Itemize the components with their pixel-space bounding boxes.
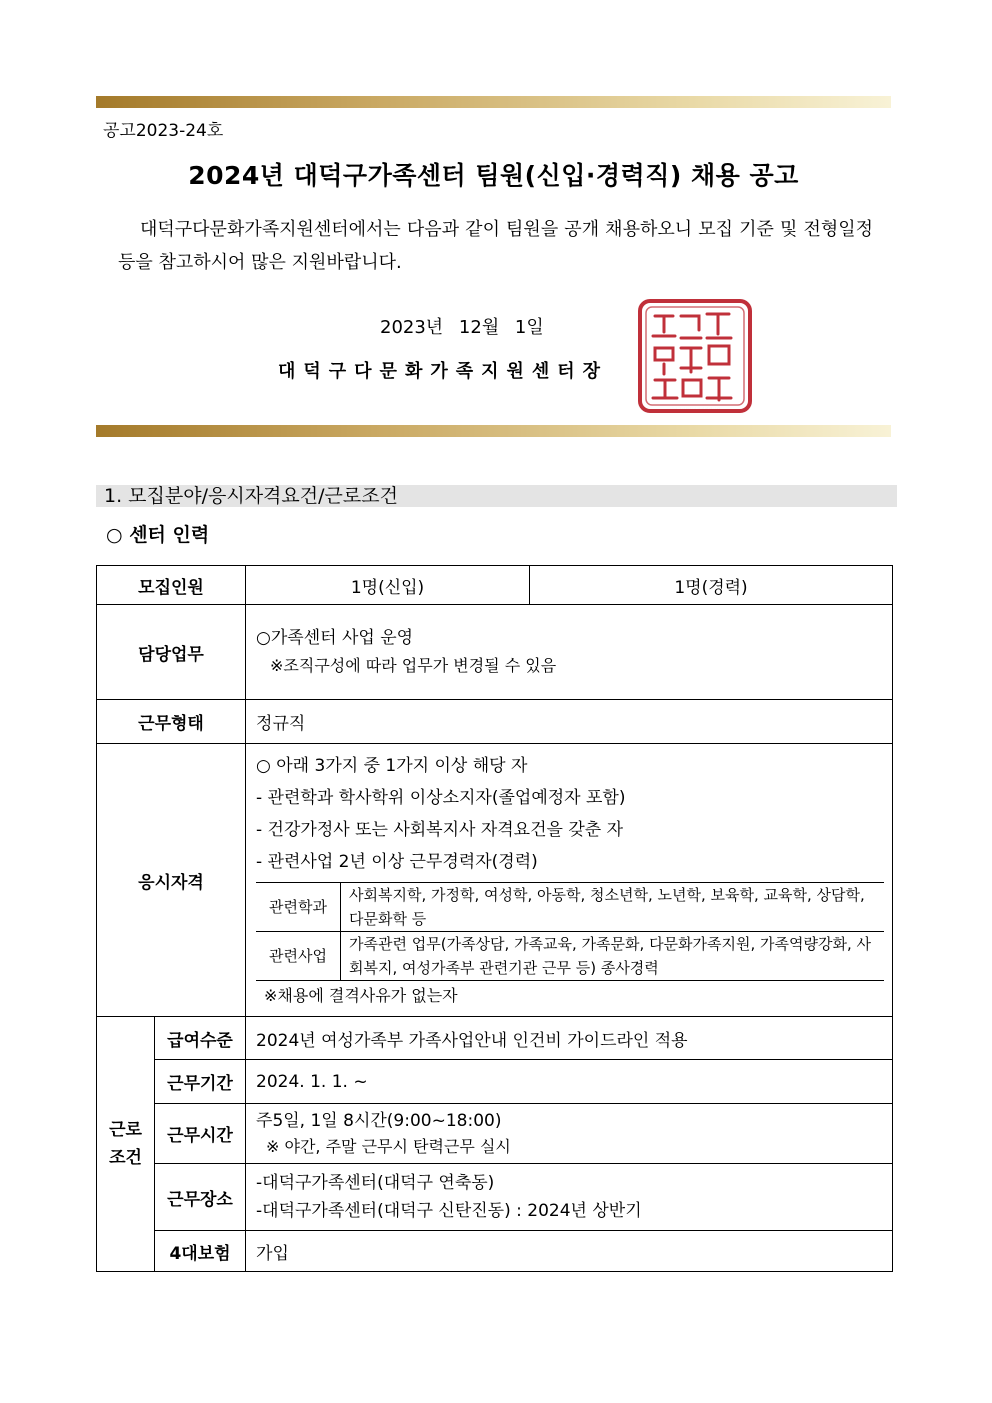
qual-cell xyxy=(246,744,893,1017)
qual-line: - 관련학과 학사학위 이상소지자(졸업예정자 포함) xyxy=(256,787,626,808)
duty-note: ※조직구성에 따라 업무가 변경될 수 있음 xyxy=(270,656,557,675)
table-row xyxy=(97,1017,893,1060)
recruit-label: 모집인원 xyxy=(97,566,246,605)
related-major-value: 사회복지학, 가정학, 여성학, 아동학, 청소년학, 노년학, 보육학, 교육학, 상담학, 다문화학 등 xyxy=(341,882,885,931)
sub-heading: ○ 센터 인력 xyxy=(106,524,210,546)
table-row xyxy=(97,1060,893,1104)
table-row xyxy=(97,605,893,700)
recruit-exp: 1명(경력) xyxy=(530,566,893,605)
period-value: 2024. 1. 1. ~ xyxy=(246,1060,893,1104)
hours-cell xyxy=(246,1104,893,1164)
table-row xyxy=(97,1231,893,1272)
place-2: -대덕구가족센터(대덕구 신탄진동) : 2024년 상반기 xyxy=(256,1201,642,1221)
hours-label: 근무시간 xyxy=(155,1104,246,1164)
page-title: 2024년 대덕구가족센터 팀원(신입·경력직) 채용 공고 xyxy=(188,161,799,190)
period-label: 근무기간 xyxy=(155,1060,246,1104)
table-row xyxy=(97,1164,893,1231)
insurance-value: 가입 xyxy=(246,1231,893,1272)
related-work-label: 관련사업 xyxy=(256,931,341,980)
bottom-gold-bar xyxy=(96,425,891,437)
table-row xyxy=(97,566,893,605)
salary-label: 급여수준 xyxy=(155,1017,246,1060)
place-cell xyxy=(246,1164,893,1231)
related-work-value: 가족관련 업무(가족상담, 가족교육, 가족문화, 다문화가족지원, 가족역량강화, 사회복지, 여성가족부 관련기관 근무 등) 종사경력 xyxy=(341,931,885,980)
salary-value: 2024년 여성가족부 가족사업안내 인건비 가이드라인 적용 xyxy=(246,1017,893,1060)
table-row xyxy=(97,1104,893,1164)
duty-cell xyxy=(246,605,893,700)
section-heading: 1. 모집분야/응시자격요건/근로조건 xyxy=(96,485,897,507)
table-row xyxy=(97,744,893,1017)
worktype-value: 정규직 xyxy=(246,700,893,744)
duty-main: ○가족센터 사업 운영 xyxy=(256,628,414,648)
notice-number: 공고2023-24호 xyxy=(103,121,224,141)
table-row xyxy=(256,931,884,980)
intro-paragraph xyxy=(118,213,873,279)
intro-text: 대덕구다문화가족지원센터에서는 다음과 같이 팀원을 공개 채용하오니 모집 기준 및 전형일정 등을 참고하시어 많은 지원바랍니다. xyxy=(118,219,873,273)
hours-note: ※ 야간, 주말 근무시 탄력근무 실시 xyxy=(266,1136,511,1156)
place-1: -대덕구가족센터(대덕구 연축동) xyxy=(256,1173,495,1193)
table-row xyxy=(256,882,884,931)
organization-name: 대덕구다문화가족지원센터장 xyxy=(278,361,609,382)
qual-line: - 건강가정사 또는 사회복지사 자격요건을 갖춘 자 xyxy=(256,819,624,840)
recruitment-table xyxy=(96,565,893,1272)
insurance-label: 4대보험 xyxy=(155,1231,246,1272)
seal-text: 대덕구다문화가족지원센터장 xyxy=(669,407,721,412)
worktype-label: 근무형태 xyxy=(97,700,246,744)
qual-line: - 관련사업 2년 이상 근무경력자(경력) xyxy=(256,851,538,872)
qual-line: ○ 아래 3가지 중 1가지 이상 해당 자 xyxy=(256,755,528,776)
place-label: 근무장소 xyxy=(155,1164,246,1231)
notice-date: 2023년 12월 1일 xyxy=(380,317,544,338)
related-major-label: 관련학과 xyxy=(256,882,341,931)
cond-label: 근로 조건 xyxy=(97,1017,155,1272)
related-fields-table xyxy=(256,882,884,981)
top-gold-bar xyxy=(96,96,891,108)
official-seal xyxy=(637,298,753,414)
hours-value: 주5일, 1일 8시간(9:00~18:00) xyxy=(256,1110,502,1131)
recruit-new: 1명(신입) xyxy=(246,566,530,605)
duty-label: 담당업무 xyxy=(97,605,246,700)
qual-label: 응시자격 xyxy=(97,744,246,1017)
table-row xyxy=(97,700,893,744)
qual-note: ※채용에 결격사유가 없는자 xyxy=(264,985,458,1005)
